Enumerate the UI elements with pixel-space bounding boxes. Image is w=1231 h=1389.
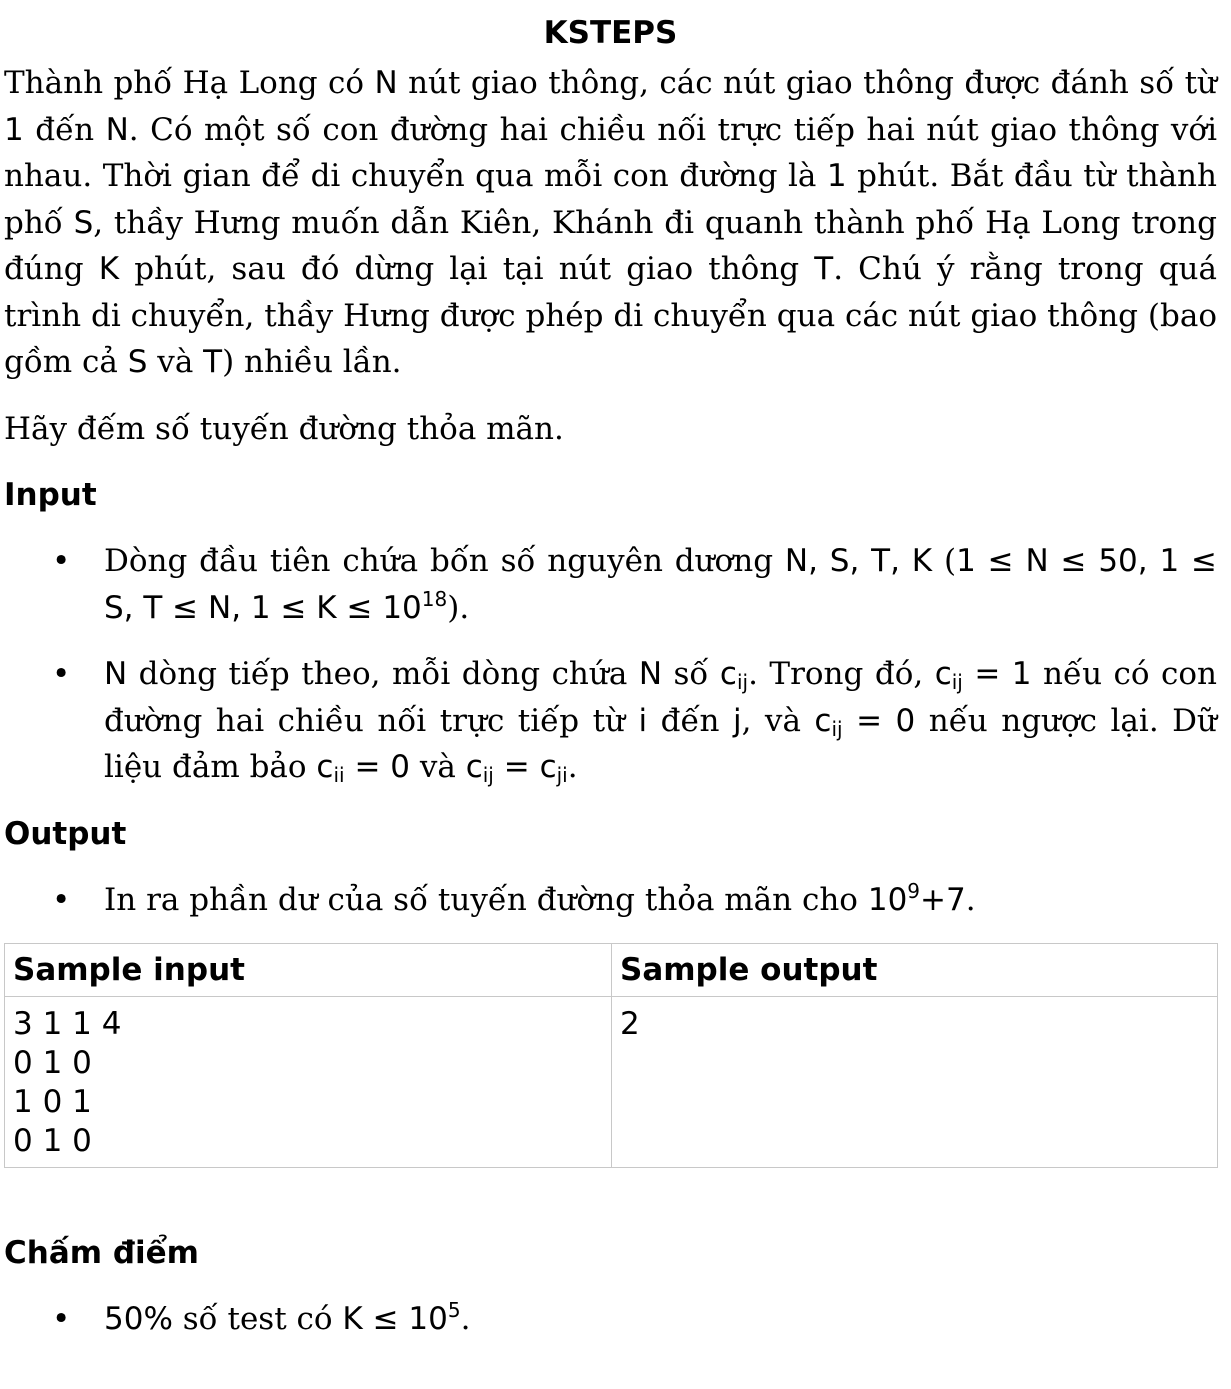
sample-output-header: Sample output bbox=[612, 944, 1218, 997]
math: c bbox=[316, 749, 334, 785]
math: c bbox=[539, 749, 557, 785]
math: i bbox=[638, 702, 648, 739]
table-row bbox=[5, 997, 1218, 1168]
math: T bbox=[203, 344, 223, 380]
math: = 0 bbox=[842, 702, 916, 739]
text: số test có bbox=[172, 1301, 343, 1337]
math: N, S, T, K bbox=[784, 543, 933, 579]
text: , thầy Hưng muốn dẫn Kiên, Khánh đi quanh thành phố Hạ Long trong đúng bbox=[4, 204, 1217, 287]
grading-heading: Chấm điểm bbox=[4, 1235, 199, 1271]
input-item-1 bbox=[4, 538, 1217, 631]
text: ( bbox=[932, 543, 957, 579]
text: . Có một số con đường hai chiều nối trực tiếp hai nút giao thông với nhau. Thời gian để di chuyển qua mỗi con đường là bbox=[4, 111, 1218, 194]
text: phút. Bắt đầu từ thành phố bbox=[4, 158, 1217, 241]
bullet-icon: • bbox=[52, 656, 71, 692]
output-list bbox=[4, 877, 1217, 924]
output-heading: Output bbox=[4, 815, 127, 852]
problem-title: KSTEPS bbox=[543, 15, 678, 51]
text: ). bbox=[447, 589, 470, 626]
math: j bbox=[732, 702, 742, 739]
text: . Trong đó, bbox=[748, 656, 935, 692]
math: N bbox=[374, 65, 398, 101]
text: đến bbox=[647, 702, 733, 739]
math: N bbox=[105, 111, 129, 148]
sample-input-value: 3 1 1 4 0 1 0 1 0 1 0 1 0 bbox=[5, 997, 612, 1168]
grading-list bbox=[4, 1296, 1217, 1343]
text: và bbox=[147, 344, 204, 380]
text: nếu ngược lại. Dữ liệu đảm bảo bbox=[104, 702, 1217, 785]
math: S bbox=[127, 344, 148, 380]
math: K ≤ 10 bbox=[342, 1301, 448, 1337]
subscript: ij bbox=[831, 716, 843, 741]
math: 1 ≤ N ≤ 50, 1 ≤ S, T ≤ N, 1 ≤ K ≤ 10 bbox=[104, 543, 1218, 626]
math: N bbox=[638, 656, 663, 692]
subscript: ij bbox=[951, 670, 963, 694]
text: phút, sau đó dừng lại tại nút giao thông bbox=[119, 251, 815, 287]
math: T bbox=[814, 251, 834, 287]
math: c bbox=[934, 656, 952, 692]
bullet-icon: • bbox=[52, 543, 71, 579]
math: K bbox=[98, 251, 120, 287]
text: , và bbox=[741, 702, 815, 739]
task-sentence: Hãy đếm số tuyến đường thỏa mãn. bbox=[4, 410, 564, 447]
text: nếu có con đường hai chiều nối trực tiếp từ bbox=[104, 656, 1218, 739]
sample-input-header: Sample input bbox=[5, 944, 612, 997]
text: nút giao thông, các nút giao thông được đánh số từ bbox=[397, 65, 1217, 101]
text: Thành phố Hạ Long có bbox=[4, 65, 375, 101]
bullet-icon: • bbox=[52, 1301, 71, 1337]
math: N bbox=[104, 656, 128, 692]
grading-item-1 bbox=[4, 1296, 1217, 1343]
table-header-row bbox=[5, 944, 1218, 997]
text: Dòng đầu tiên chứa bốn số nguyên dương bbox=[104, 543, 785, 579]
text: In ra phần dư của số tuyến đường thỏa mãn cho bbox=[104, 881, 868, 918]
text: dòng tiếp theo, mỗi dòng chứa bbox=[127, 656, 639, 692]
sample-output-value: 2 bbox=[612, 997, 1218, 1168]
text: . Chú ý rằng trong quá trình di chuyển, thầy Hưng được phép di chuyển qua các nút giao thông (bao gồm cả bbox=[4, 251, 1217, 380]
subscript: ji bbox=[556, 763, 568, 787]
subscript: ii bbox=[333, 763, 345, 787]
math: = 1 bbox=[962, 656, 1032, 692]
text: . bbox=[460, 1301, 471, 1337]
bullet-icon: • bbox=[52, 881, 71, 918]
output-item-1 bbox=[4, 877, 1217, 924]
math: 50% bbox=[104, 1301, 173, 1337]
math: c bbox=[814, 702, 832, 739]
superscript: 5 bbox=[447, 1298, 461, 1322]
math: c bbox=[719, 656, 737, 692]
intro-paragraph bbox=[4, 60, 1217, 386]
math: S bbox=[73, 204, 94, 241]
text: . bbox=[965, 881, 976, 918]
math: = 0 bbox=[344, 749, 410, 785]
math: c bbox=[465, 749, 483, 785]
math: = bbox=[493, 749, 540, 785]
text: và bbox=[410, 749, 466, 785]
input-list bbox=[4, 538, 1217, 791]
math: 1 bbox=[826, 158, 847, 194]
superscript: 9 bbox=[907, 878, 921, 903]
math: 1 bbox=[4, 111, 24, 148]
sample-table bbox=[4, 943, 1218, 1168]
text: ) nhiều lần. bbox=[222, 344, 402, 380]
subscript: ij bbox=[482, 763, 494, 787]
math: +7 bbox=[920, 881, 966, 918]
subscript: ij bbox=[736, 670, 749, 694]
input-item-2 bbox=[4, 651, 1217, 791]
text: đến bbox=[23, 111, 106, 148]
math: 10 bbox=[867, 881, 908, 918]
text: số bbox=[662, 656, 720, 692]
superscript: 18 bbox=[421, 586, 448, 611]
text: . bbox=[567, 749, 578, 785]
input-heading: Input bbox=[4, 477, 97, 513]
